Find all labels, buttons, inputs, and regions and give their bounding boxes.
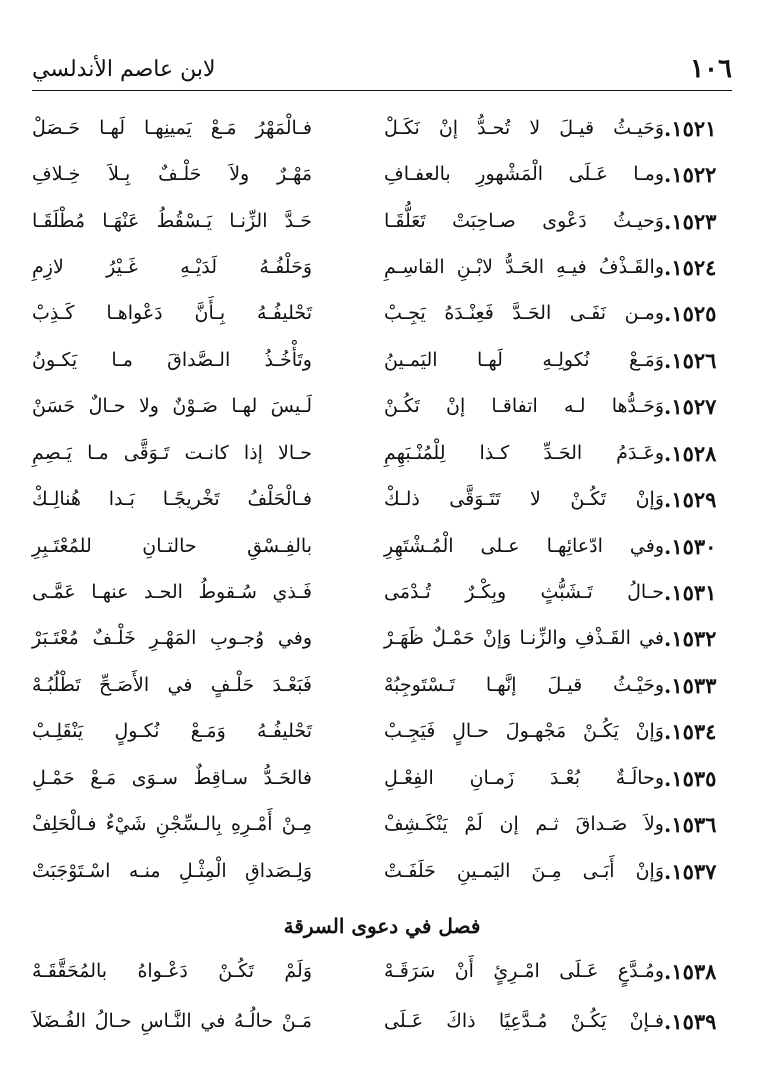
verse-line [32, 386, 732, 426]
verse-number: ١٥٢٥. [664, 300, 717, 326]
verse-line [32, 201, 732, 241]
first-hemistich: وفي ادّعائِهـا عـلى الْمُـشْتَهِرِ [384, 535, 664, 557]
first-hemistich: ومـن نَفَـى الحَـدَّ فَعِنْـدَهُ يَجِـبْ [384, 302, 664, 324]
verse-line [32, 340, 732, 380]
header-rule [32, 90, 732, 91]
verse-line [32, 572, 732, 612]
first-hemistich: وَإنْ تَكُـنْ لا تَتَـوَقَّى ذلـكْ [384, 488, 664, 510]
page-number: ١٠٦ [690, 54, 732, 84]
first-hemistich: حـالُ تَـشَبُّثٍ وبِكْـرٌ تُـدْمَى [384, 581, 664, 603]
verse-line [32, 154, 732, 194]
verse-line [32, 804, 732, 844]
first-hemistich: وَحيـثُ دَعْوى صـاحِبَتْ تَعَلُّقَـا [384, 210, 664, 232]
verse-number: ١٥٢٩. [664, 486, 717, 512]
verse-line [32, 293, 732, 333]
verse-number: ١٥٣٣. [664, 672, 717, 698]
verse-number: ١٥٣٢. [664, 625, 717, 651]
first-hemistich: وَمَـعْ نُكولِـهِ لَهـا اليَمـينُ [384, 349, 664, 371]
second-hemistich: مِـنْ أَمْـرِهِ بِالـسِّجْنِ شَيْءٌ فـالْحَلِفْ [32, 813, 312, 835]
verse-number: ١٥٢٧. [664, 393, 717, 419]
first-hemistich: وحالَـةٌ بُعْـدَ زَمـانِ الفِعْـلِ [384, 767, 664, 789]
verse-number: ١٥٣٥. [664, 765, 717, 791]
verse-number: ١٥٣٨. [664, 958, 717, 984]
first-hemistich: وَإنْ أَبَـى مِـنَ اليَمـينِ حَلَفَـتْ [384, 860, 664, 882]
verse-number: ١٥٣٤. [664, 718, 717, 744]
second-hemistich: فـالْحَلْفُ تَخْريجًـا بَـدا هُنالِـكْ [32, 488, 312, 510]
first-hemistich: في القَـذْفِ والزِّنـا وَإنْ حَمْـلٌ ظَهَـرْ [384, 627, 664, 649]
first-hemistich: فـإنْ يَكُـنْ مُـدَّعِيًا ذاكَ عَـلَى [384, 1010, 664, 1032]
verse-line [32, 526, 732, 566]
second-hemistich: مَـنْ حالُـهُ في النَّـاسِ حـالُ الفُـضَلاَ [32, 1010, 312, 1032]
first-hemistich: ومـا عَـلَى الْمَشْهورِ بالعفـافِ [384, 163, 664, 185]
page-header [32, 50, 732, 88]
verse-line [32, 758, 732, 798]
verse-number: ١٥٣٩. [664, 1008, 717, 1034]
verse-line [32, 851, 732, 891]
verse-number: ١٥٣١. [664, 579, 717, 605]
verse-number: ١٥٢١. [664, 115, 717, 141]
second-hemistich: تَحْليفُـهُ وَمَـعْ نُكـولٍ يَنْقَلِـبْ [32, 720, 312, 742]
second-hemistich: وَلِـصَداقِ الْمِثْـلِ منـه اسْـتَوْجَبَتْ [32, 860, 312, 882]
second-hemistich: وَحَلْفُـهُ لَدَيْـهِ غَـيْرُ لازِمِ [32, 256, 312, 278]
verse-number: ١٥٣٠. [664, 533, 717, 559]
second-hemistich: مَهْـرٌ ولاَ حَلْـفٌ بِـلاَ خِـلافِ [32, 163, 312, 185]
second-hemistich: حـالا إذا كانـت تَـوَقَّى مـا يَـصِمِ [32, 442, 312, 464]
verse-line [32, 247, 732, 287]
second-hemistich: وتَأْخُـذُ الـصَّداقَ مـا يَكـونُ [32, 349, 312, 371]
verse-line [32, 479, 732, 519]
verse-line [32, 618, 732, 658]
verse-line [32, 665, 732, 705]
second-hemistich: وَلَمْ تَكُـنْ دَعْـواهُ بالمُحَقَّقَـهْ [32, 960, 312, 982]
verse-number: ١٥٢٢. [664, 161, 717, 187]
verse-number: ١٥٢٤. [664, 254, 717, 280]
verse-number: ١٥٣٦. [664, 811, 717, 837]
first-hemistich: وَحَـدُّها لـه اتفاقـا إنْ تَكُـنْ [384, 395, 664, 417]
verse-line [32, 951, 732, 991]
first-hemistich: والقَـذْفُ فيـهِ الحَـدُّ لابْـنِ القاسِـمِ [384, 256, 664, 278]
section-heading: فصل في دعوى السرقة [283, 914, 481, 938]
second-hemistich: فَبَعْـدَ حَلْـفٍ في الأَصَـحِّ تَطْلُبُـهْ [32, 674, 312, 696]
verse-number: ١٥٢٣. [664, 208, 717, 234]
first-hemistich: وَحَيـثُ قيـلَ لا تُحـدُّ إنْ نَكَـلْ [384, 117, 664, 139]
verse-number: ١٥٣٧. [664, 858, 717, 884]
first-hemistich: وحَيْـثُ قيـلَ إنَّهـا تَـسْتَوجِبُهْ [384, 674, 664, 696]
second-hemistich: حَـدَّ الزِّنـا يَـسْقُطُ عَنْهَـا مُطْلَقَـا [32, 210, 312, 232]
second-hemistich: فـالْمَهْرُ مَـعْ يَمينِهـا لَهـا حَـصَلْ [32, 117, 312, 139]
verse-number: ١٥٢٦. [664, 347, 717, 373]
second-hemistich: تَحْليفُـهُ بِـأَنَّ دَعْواهـا كَـذِبْ [32, 302, 312, 324]
second-hemistich: بالفِـسْقِ حالتـانِ للمُعْتَـبِرِ [32, 535, 312, 557]
second-hemistich: فالحَـدُّ سـاقِطٌ سـوَى مَـعْ حَمْـلِ [32, 767, 312, 789]
first-hemistich: ولاَ صَـداقَ ثـم إن لَمْ يَنْكَـشِفْ [384, 813, 664, 835]
first-hemistich: وعَـدَمُ الحَـدِّ كـذا لِلْمُنْـبَهِمِ [384, 442, 664, 464]
verse-line [32, 711, 732, 751]
second-hemistich: وفي وُجـوبِ المَهْـرِ خَلْـفٌ مُعْتَـبَرْ [32, 627, 312, 649]
verse-line [32, 108, 732, 148]
verse-line [32, 433, 732, 473]
second-hemistich: فَـذي سُـقوطُ الحـد عنهـا عَمَّـى [32, 581, 312, 603]
second-hemistich: لَـيسَ لهـا صَـوْنٌ ولا حـالٌ حَسَنْ [32, 395, 312, 417]
first-hemistich: ومُـدَّعٍ عَـلَى امْـرِئٍ أَنْ سَرَقَـهْ [384, 960, 664, 982]
verse-line [32, 1001, 732, 1041]
running-title: لابن عاصم الأندلسي [32, 56, 216, 82]
verse-number: ١٥٢٨. [664, 440, 717, 466]
first-hemistich: وَإنْ يَكُـنْ مَجْهـولَ حـالٍ فَيَجِـبْ [384, 720, 664, 742]
